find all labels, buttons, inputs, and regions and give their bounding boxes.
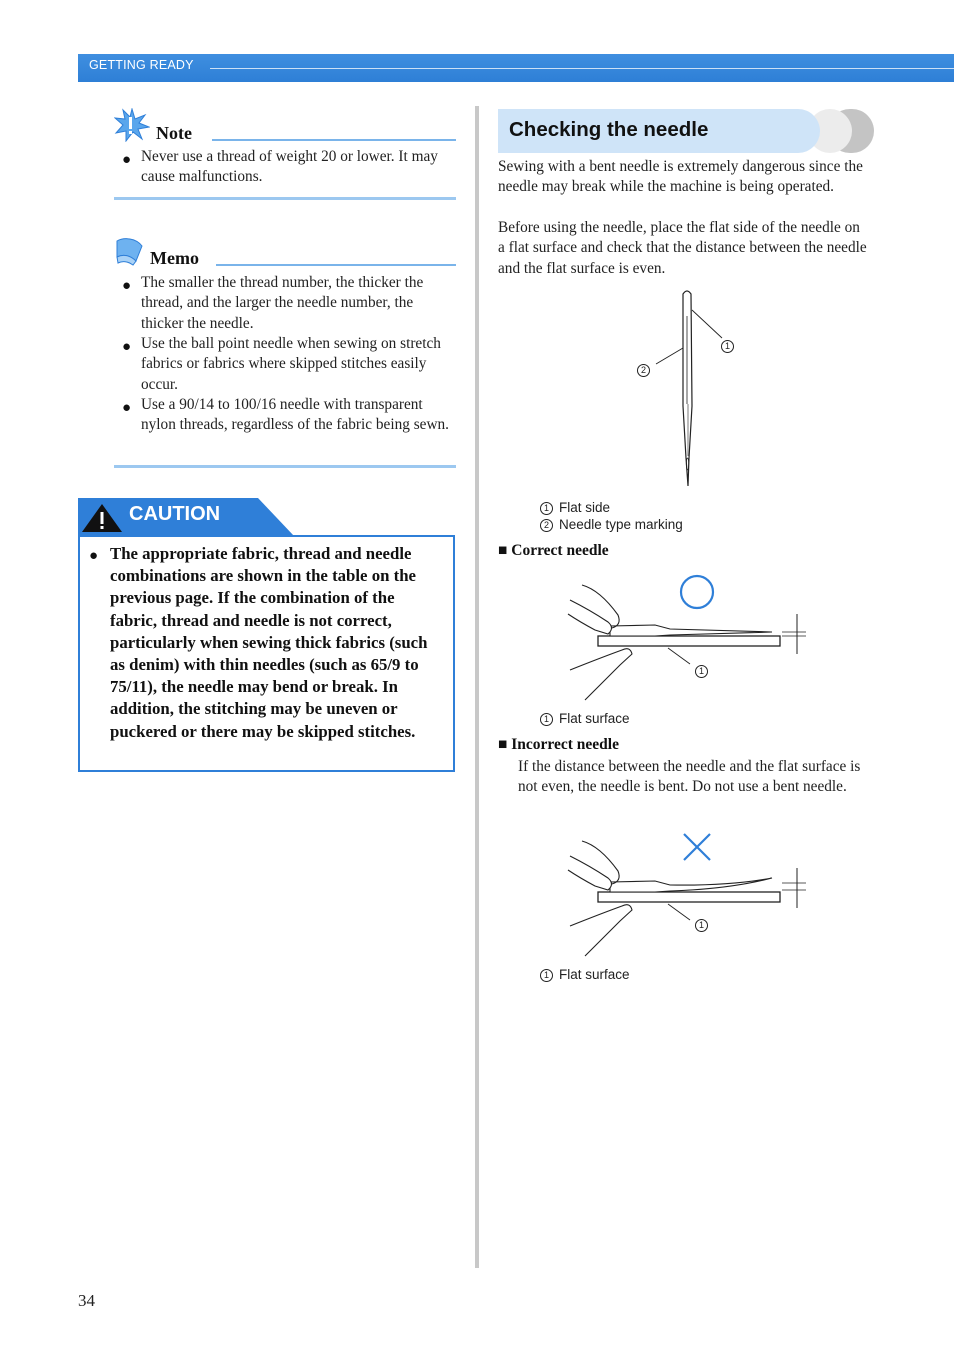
correct-needle-diagram <box>560 570 810 705</box>
note-box-bottom-rule <box>114 197 456 200</box>
sub-heading-text: Correct needle <box>511 542 609 559</box>
caption-number: 1 <box>540 969 553 982</box>
note-item-text: Never use a thread of weight 20 or lower. It may cause malfunctions. <box>141 148 438 186</box>
callout-number: 1 <box>721 340 734 353</box>
page-number: 34 <box>78 1291 95 1310</box>
note-title: Note <box>156 123 192 143</box>
caption-needle-type <box>540 517 683 532</box>
column-divider <box>475 106 479 1268</box>
memo-box-bottom-rule <box>114 465 456 468</box>
incorrect-needle-heading <box>498 736 619 754</box>
caption-flat-surface <box>540 711 630 726</box>
callout-needle-marking <box>637 362 656 377</box>
note-item <box>122 147 456 189</box>
memo-item <box>122 395 456 457</box>
callout-number: 1 <box>695 665 708 678</box>
caption-number: 1 <box>540 502 553 515</box>
bullet: ● <box>89 548 99 564</box>
incorrect-needle-text: If the distance between the needle and the flat surface is not even, the needle is bent. Do not use a bent needle. <box>518 758 861 796</box>
memo-title-rule <box>216 264 456 266</box>
memo-icon <box>114 237 146 267</box>
memo-title: Memo <box>150 248 199 268</box>
caution-label: CAUTION <box>129 503 221 525</box>
memo-item-text: Use a 90/14 to 100/16 needle with transparent nylon threads, regardless of the fabric being sewn. <box>141 396 449 434</box>
callout-flat-surface <box>695 663 714 678</box>
caption-text: Flat side <box>559 500 611 515</box>
section-header: GETTING READY <box>89 58 194 72</box>
callout-number: 2 <box>637 364 650 377</box>
square-bullet-icon: ■ <box>498 542 512 559</box>
sub-heading-text: Incorrect needle <box>511 736 619 753</box>
intro-paragraph: Sewing with a bent needle is extremely dangerous since the needle may break while the machine is being operated. <box>498 158 863 196</box>
bullet: ● <box>122 152 132 168</box>
callout-flat-surface <box>695 917 714 932</box>
memo-item <box>122 273 456 335</box>
bullet: ● <box>122 339 132 355</box>
caution-text: The appropriate fabric, thread and needle combinations are shown in the table on the previous page. If the combination of the fabric, thread and needle is not correct, particularly when sewing thick fabrics (such as denim) with thin needles (such as 65/9 to 75/11), the needle may bend or break. In addition, the stitching may be uneven or puckered or there may be skipped stitches. <box>110 544 428 741</box>
note-title-rule <box>212 139 456 141</box>
callout-flat-side <box>721 338 740 353</box>
caption-flat-surface <box>540 967 630 982</box>
ok-circle-icon <box>681 576 713 608</box>
memo-item <box>122 334 456 396</box>
bullet: ● <box>122 400 132 416</box>
intro-paragraph: Before using the needle, place the flat side of the needle on a flat surface and check that the distance between the needle and the flat surface is even. <box>498 219 867 277</box>
caption-number: 1 <box>540 713 553 726</box>
warning-icon <box>86 504 126 534</box>
caption-text: Flat surface <box>559 967 630 982</box>
memo-item-text: Use the ball point needle when sewing on stretch fabrics or fabrics where skipped stitches easily occur. <box>141 335 441 393</box>
square-bullet-icon: ■ <box>498 736 512 753</box>
caution-item <box>89 543 447 768</box>
note-icon <box>114 108 150 142</box>
correct-needle-heading <box>498 542 609 560</box>
memo-item-text: The smaller the thread number, the thicker the thread, and the larger the needle number, the thicker the needle. <box>141 274 424 332</box>
caption-flat-side <box>540 500 610 515</box>
caption-text: Needle type marking <box>559 517 683 532</box>
caption-number: 2 <box>540 519 553 532</box>
incorrect-needle-diagram <box>560 826 810 961</box>
needle-diagram <box>630 286 750 491</box>
callout-number: 1 <box>695 919 708 932</box>
section-title: Checking the needle <box>509 118 709 141</box>
header-rule <box>210 68 954 69</box>
bullet: ● <box>122 278 132 294</box>
caption-text: Flat surface <box>559 711 630 726</box>
